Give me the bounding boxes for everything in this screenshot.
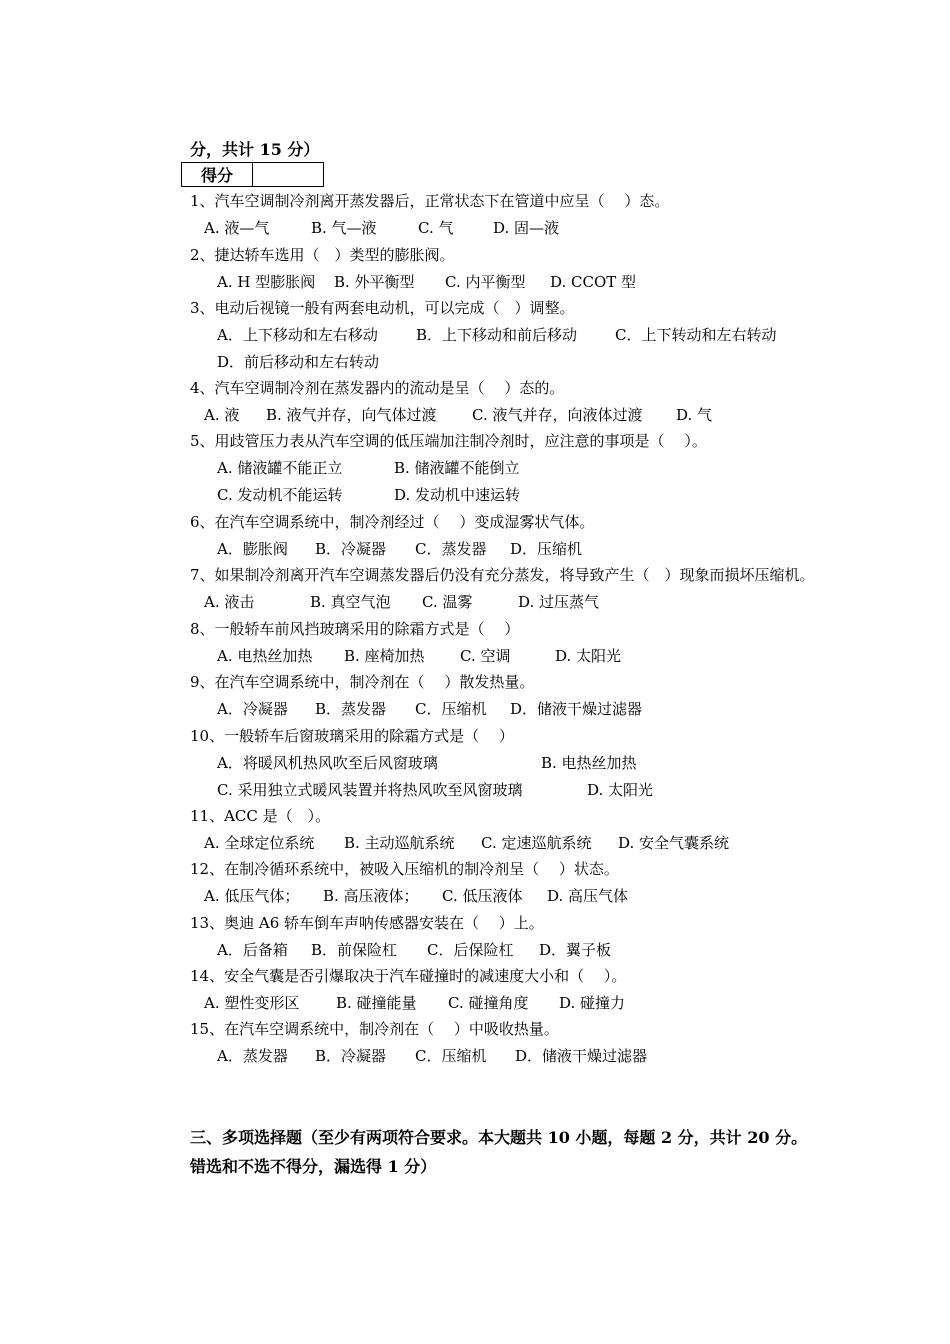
- question-3-option: D．前后移动和左右转动: [217, 353, 380, 371]
- question-5-stem: 5、用歧管压力表从汽车空调的低压端加注制冷剂时，应注意的事项是（ ）。: [190, 432, 707, 450]
- question-8-option: A. 电热丝加热: [217, 647, 313, 665]
- question-12-option: A. 低压气体；: [204, 887, 300, 905]
- score-table: [181, 162, 324, 187]
- question-4-option: C. 液气并存，向液体过渡: [472, 406, 643, 424]
- question-14-option: B. 碰撞能量: [336, 994, 417, 1012]
- question-8-option: B. 座椅加热: [344, 647, 425, 665]
- question-4-stem: 4、汽车空调制冷剂在蒸发器内的流动是呈（ ）态的。: [190, 379, 565, 397]
- question-14-option: C. 碰撞角度: [448, 994, 529, 1012]
- question-1-option: C. 气: [418, 219, 454, 237]
- question-10-option: C. 采用独立式暖风装置并将热风吹至风窗玻璃: [217, 781, 523, 799]
- question-14-option: D. 碰撞力: [559, 994, 626, 1012]
- question-13-stem: 13、奥迪 A6 轿车倒车声呐传感器安装在（ ）上。: [190, 914, 544, 932]
- question-14-stem: 14、安全气囊是否引爆取决于汽车碰撞时的减速度大小和（ ）。: [190, 967, 627, 985]
- question-4-option: B. 液气并存，向气体过渡: [266, 406, 437, 424]
- question-15-option: A．蒸发器: [217, 1047, 288, 1065]
- question-6-option: A．膨胀阀: [217, 540, 288, 558]
- question-10-stem: 10、一般轿车后窗玻璃采用的除霜方式是（ ）: [190, 727, 514, 745]
- question-11-stem: 11、ACC 是（ ）。: [190, 807, 331, 825]
- question-3-option: A．上下移动和左右移动: [217, 326, 378, 344]
- question-12-stem: 12、在制冷循环系统中，被吸入压缩机的制冷剂呈（ ）状态。: [190, 860, 619, 878]
- question-9-option: B．蒸发器: [315, 700, 387, 718]
- question-9-option: C．压缩机: [415, 700, 487, 718]
- question-1-option: D. 固—液: [493, 219, 560, 237]
- question-7-option: A. 液击: [204, 593, 255, 611]
- question-14-option: A. 塑性变形区: [204, 994, 300, 1012]
- question-13-option: B．前保险杠: [311, 941, 398, 959]
- question-1-stem: 1、汽车空调制冷剂离开蒸发器后，正常状态下在管道中应呈（ ）态。: [190, 192, 670, 210]
- question-8-option: C. 空调: [460, 647, 511, 665]
- question-11-option: C. 定速巡航系统: [481, 834, 592, 852]
- question-11-option: D. 安全气囊系统: [618, 834, 730, 852]
- question-7-option: B. 真空气泡: [310, 593, 391, 611]
- question-13-option: D．翼子板: [539, 941, 612, 959]
- question-6-stem: 6、在汽车空调系统中，制冷剂经过（ ）变成湿雾状气体。: [190, 513, 595, 531]
- question-13-option: C．后保险杠: [427, 941, 514, 959]
- question-9-option: D．储液干燥过滤器: [510, 700, 643, 718]
- score-blank-cell[interactable]: [253, 163, 324, 187]
- question-2-option: B. 外平衡型: [334, 273, 415, 291]
- question-5-option: A. 储液罐不能正立: [217, 459, 343, 477]
- question-8-stem: 8、一般轿车前风挡玻璃采用的除霜方式是（ ）: [190, 620, 520, 638]
- section3-heading-line2: 错选和不选不得分，漏选得 1 分）: [190, 1157, 437, 1176]
- question-1-option: A. 液—气: [204, 219, 270, 237]
- question-7-option: C. 温雾: [422, 593, 473, 611]
- question-2-option: D. CCOT 型: [550, 273, 637, 291]
- question-1-option: B. 气—液: [311, 219, 377, 237]
- question-15-option: D．储液干燥过滤器: [515, 1047, 648, 1065]
- section2-heading-tail: 分，共计 15 分）: [190, 140, 320, 159]
- question-15-stem: 15、在汽车空调系统中，制冷剂在（ ）中吸收热量。: [190, 1020, 559, 1038]
- question-15-option: B．冷凝器: [315, 1047, 387, 1065]
- question-3-option: B．上下移动和前后移动: [416, 326, 578, 344]
- question-3-option: C．上下转动和左右转动: [615, 326, 777, 344]
- question-13-option: A．后备箱: [217, 941, 288, 959]
- question-11-option: B. 主动巡航系统: [344, 834, 455, 852]
- question-7-option: D. 过压蒸气: [518, 593, 600, 611]
- question-12-option: C. 低压液体: [442, 887, 523, 905]
- question-5-option: C. 发动机不能运转: [217, 486, 343, 504]
- question-10-option: A．将暖风机热风吹至后风窗玻璃: [217, 754, 438, 772]
- question-2-option: C. 内平衡型: [445, 273, 526, 291]
- question-2-option: A. H 型膨胀阀: [217, 273, 316, 291]
- question-4-option: A. 液: [204, 406, 240, 424]
- question-4-option: D. 气: [676, 406, 713, 424]
- question-6-option: B．冷凝器: [315, 540, 387, 558]
- question-6-option: C．蒸发器: [415, 540, 487, 558]
- question-3-stem: 3、电动后视镜一般有两套电动机，可以完成（ ）调整。: [190, 299, 575, 317]
- question-8-option: D. 太阳光: [555, 647, 622, 665]
- question-2-stem: 2、捷达轿车选用（ ）类型的膨胀阀。: [190, 246, 455, 264]
- question-15-option: C．压缩机: [415, 1047, 487, 1065]
- question-5-option: B. 储液罐不能倒立: [394, 459, 520, 477]
- question-7-stem: 7、如果制冷剂离开汽车空调蒸发器后仍没有充分蒸发，将导致产生（ ）现象而损坏压缩机。: [190, 566, 815, 584]
- question-12-option: D. 高压气体: [547, 887, 629, 905]
- section3-heading-line1: 三、多项选择题（至少有两项符合要求。本大题共 10 小题，每题 2 分，共计 20 分。: [190, 1128, 808, 1147]
- question-10-option: B. 电热丝加热: [541, 754, 637, 772]
- question-11-option: A. 全球定位系统: [204, 834, 315, 852]
- question-10-option: D. 太阳光: [587, 781, 654, 799]
- question-6-option: D．压缩机: [510, 540, 583, 558]
- question-9-stem: 9、在汽车空调系统中，制冷剂在（ ）散发热量。: [190, 673, 535, 691]
- question-12-option: B. 高压液体；: [323, 887, 419, 905]
- score-label: 得分: [182, 163, 253, 187]
- question-9-option: A．冷凝器: [217, 700, 288, 718]
- question-5-option: D. 发动机中速运转: [394, 486, 521, 504]
